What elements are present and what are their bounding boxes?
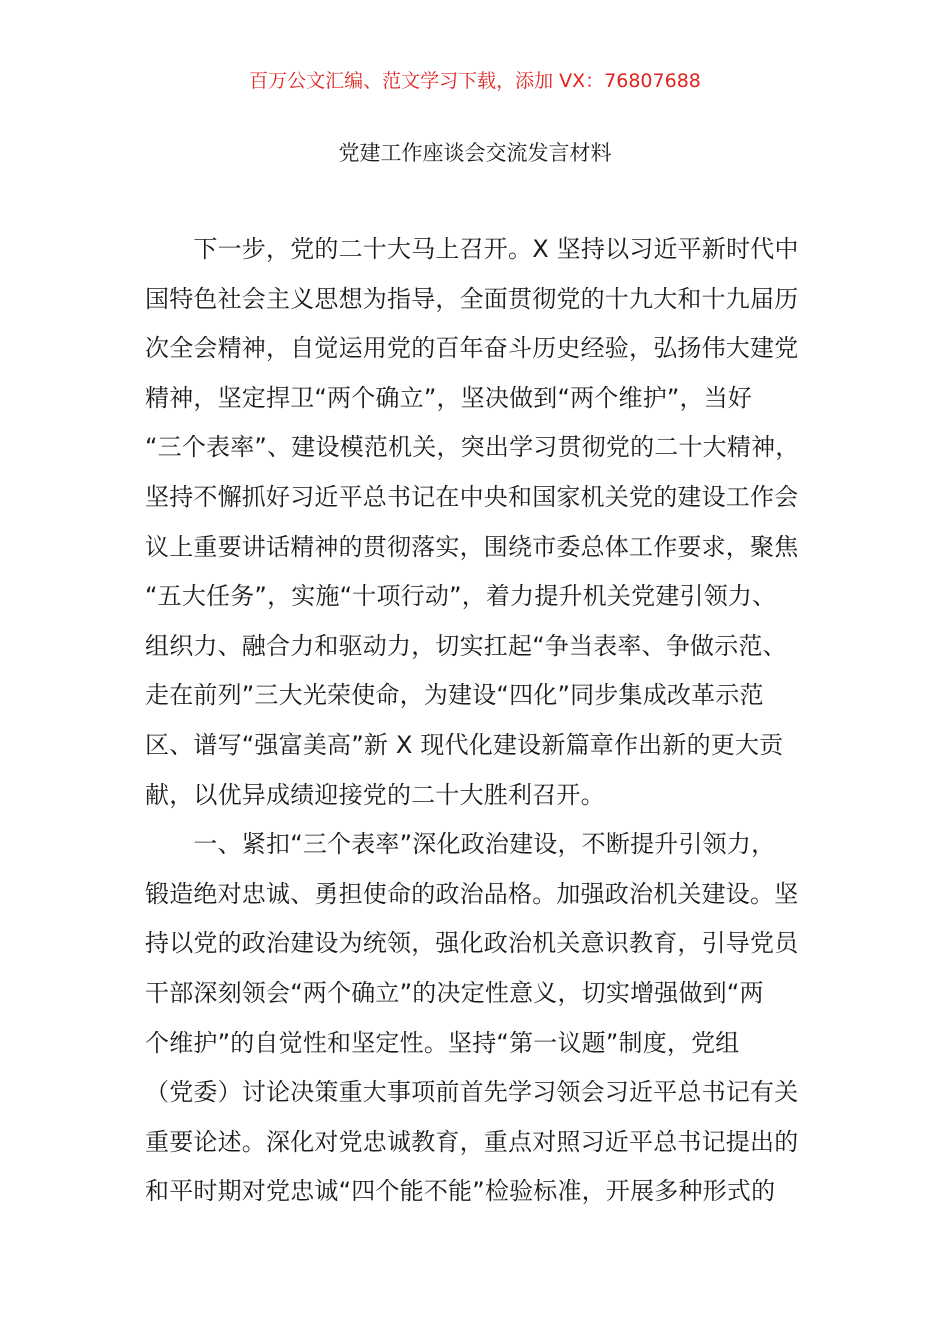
body-line: 个维护”的自觉性和坚定性。坚持“第一议题”制度，党组 [145,1028,740,1057]
body-line: 国特色社会主义思想为指导，全面贯彻党的十九大和十九届历 [145,284,799,313]
body-line: 区、谱写“强富美高”新 X 现代化建设新篇章作出新的更大贡 [145,730,784,759]
body-line: 献，以优异成绩迎接党的二十大胜利召开。 [145,780,605,809]
body-line: “三个表率”、建设模范机关，突出学习贯彻党的二十大精神， [145,433,800,462]
body-line: 组织力、融合力和驱动力，切实扛起“争当表率、争做示范、 [145,631,787,660]
body-line: 坚持不懈抓好习近平总书记在中央和国家机关党的建设工作会 [145,482,799,511]
body-line: （党委）讨论决策重大事项前首先学习领会习近平总书记有关 [145,1078,799,1107]
body-line: 一、紧扣“三个表率”深化政治建设，不断提升引领力， [145,830,776,859]
body-line: 走在前列”三大光荣使命，为建设“四化”同步集成改革示范 [145,681,764,710]
document-body [145,225,813,1217]
body-line: 重要论述。深化对党忠诚教育，重点对照习近平总书记提出的 [145,1127,799,1156]
header-note: 百万公文汇编、范文学习下载，添加 VX：76807688 [249,70,701,92]
body-line: “五大任务”，实施“十项行动”，着力提升机关党建引领力、 [145,582,777,611]
body-line: 次全会精神，自觉运用党的百年奋斗历史经验，弘扬伟大建党 [145,334,799,363]
body-line: 议上重要讲话精神的贯彻落实，围绕市委总体工作要求，聚焦 [145,532,799,561]
body-line: 持以党的政治建设为统领，强化政治机关意识教育，引导党员 [145,929,799,958]
body-line: 和平时期对党忠诚“四个能不能”检验标准，开展多种形式的 [145,1177,776,1206]
body-line: 精神，坚定捍卫“两个确立”，坚决做到“两个维护”，当好 [145,383,753,412]
document-title: 党建工作座谈会交流发言材料 [338,141,612,165]
body-line: 下一步，党的二十大马上召开。X 坚持以习近平新时代中 [145,235,799,263]
body-line: 干部深刻领会“两个确立”的决定性意义，切实增强做到“两 [145,978,764,1007]
body-line: 锻造绝对忠诚、勇担使命的政治品格。加强政治机关建设。坚 [145,879,799,908]
